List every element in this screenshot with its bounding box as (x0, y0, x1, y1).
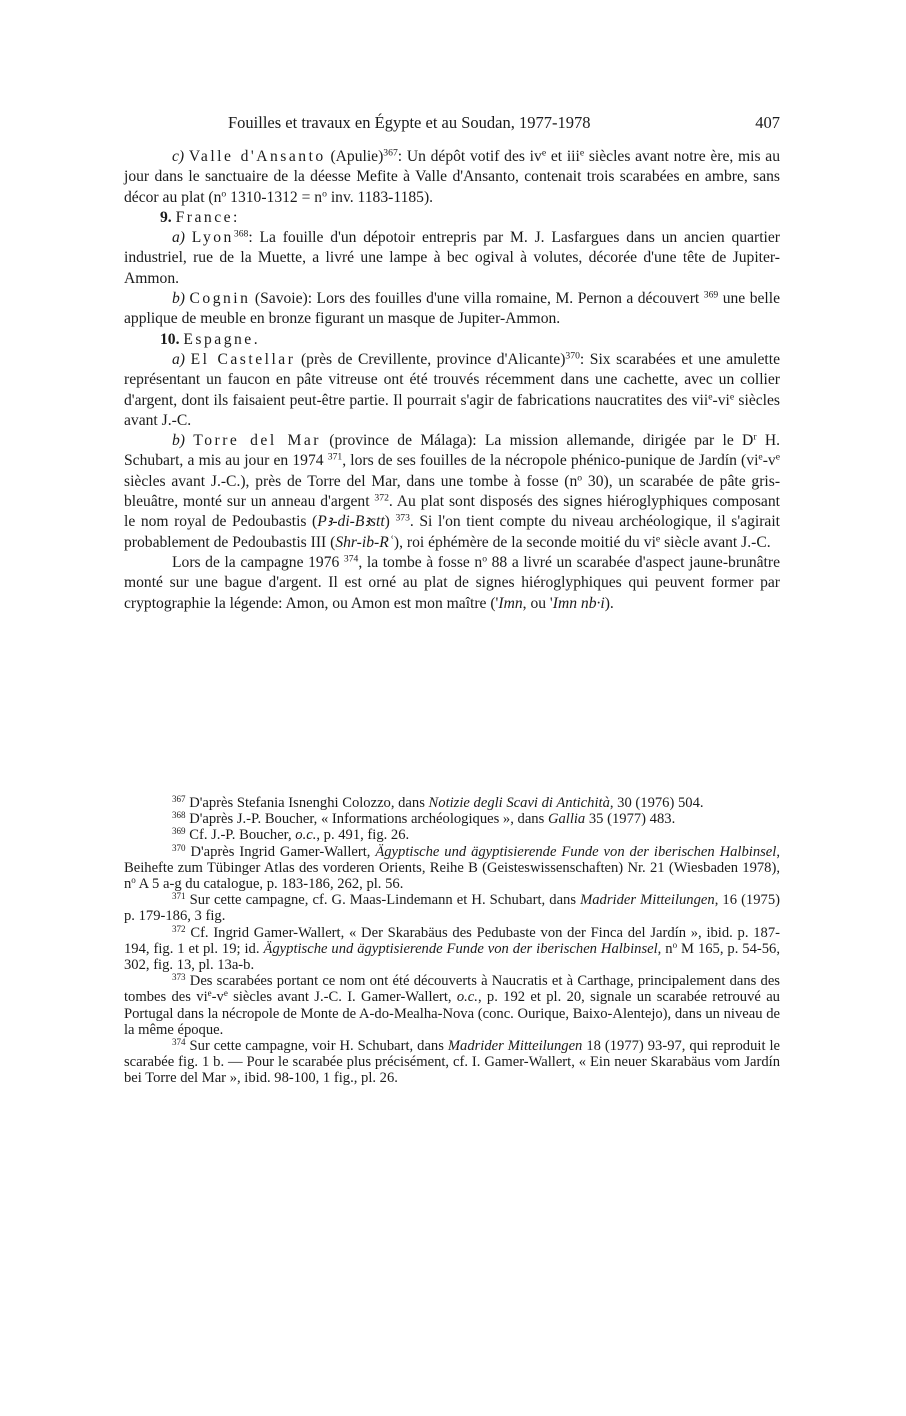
footnote-ref[interactable]: 370 (565, 350, 580, 362)
footnote-371: $^{371}$ Sur cette campagne, cf. G. Maas-Lindemann et H. Schubart, dans Madrider Mitteilungen, 16 (1975) p. 179-186, 3 fig. (124, 891, 780, 925)
running-title: Fouilles et travaux en Égypte et au Soudan, 1977-1978 (228, 113, 591, 132)
paragraph-campagne-1976: Lors de la campagne 1976 $^{374}$, la tombe à fosse $n^o$ 88 a livré un scarabée d'aspect jaune-brunâtre monté sur une bague d'argent. Il est orné au plat de signes hiéroglyphiques qui peuvent former par cryptographie la légende: Amon, ou Amon est mon maître ('Imn, ou 'Imn nb·i). (124, 553, 780, 612)
main-text (124, 147, 780, 614)
paragraph-cognin: b) Cognin (Savoie): Lors des fouilles d'une villa romaine, M. Pernon a découvert $^{369}$ une belle applique de meuble en bronze figurant un masque de Jupiter-Ammon. (124, 289, 781, 328)
paragraph-el-castellar: a) El Castellar (près de Crevillente, province d'Alicante)$^{370}$: Six scarabées et une amulette représentant un faucon en pâte vitreuse ont été trouvés récemment dans une cachette, avec un collier d'argent, dont ils faisaient peut-être partie. Il pourrait s'agir de fabrications naucratites des $vii^e-vi^e$ siècles avant J.-C. (124, 350, 780, 429)
footnote-number: 367 (172, 794, 186, 805)
footnote-number: 373 (172, 972, 186, 983)
footnote-ref[interactable]: 372 (374, 492, 389, 504)
item-letter: a) (172, 229, 185, 247)
place-name: Cognin (189, 290, 251, 308)
item-letter: b) (172, 432, 185, 450)
section-heading-france: 9. France: (160, 208, 240, 226)
footnote-373: $^{373}$ Des scarabées portant ce nom ont été découverts à Naucratis et à Carthage, principalement dans des tombes des $vi^e-v^e$ siècles avant J.-C. I. Gamer-Wallert, o.c., p. 192 et pl. 20, signale un scarabée retrouvé au Portugal dans la nécropole de Monte de A-do-Mealha-Nova (conc. Ourique, Baixo-Alentejo), dans un niveau de la même époque. (124, 972, 780, 1038)
footnote-number: 372 (172, 923, 186, 934)
footnote-ref[interactable]: 373 (395, 513, 410, 525)
footnote-number: 369 (172, 826, 186, 837)
paragraph-lyon: a) Lyon$^{368}$: La fouille d'un dépotoir entrepris par M. J. Lasfargues dans un ancien quartier industriel, rue de la Muette, a livré une lampe à bec ogival à volutes, décorée d'une tête de Jupiter-Ammon. (124, 228, 780, 287)
footnote-ref[interactable]: 369 (703, 289, 719, 301)
footnote-372: $^{372}$ Cf. Ingrid Gamer-Wallert, « Der Skarabäus des Pedubaste von der Finca del Jardín », ibid. p. 187-194, fig. 1 et pl. 19; id. Ägyptische und ägyptisierende Funde von der iberischen Halbinsel, $n^o$ M 165, p. 54-56, 302, fig. 13, pl. 13a-b. (124, 923, 781, 974)
footnote-number: 370 (172, 842, 186, 853)
running-header (180, 113, 780, 137)
place-name: Lyon (191, 229, 234, 247)
footnote-368: $^{368}$ D'après J.-P. Boucher, « Informations archéologiques », dans Gallia 35 (1977) 483. (172, 810, 676, 828)
footnote-370: $^{370}$ D'après Ingrid Gamer-Wallert, Ägyptische und ägyptisierende Funde von der iberischen Halbinsel, Beihefte zum Tübinger Atlas des vorderen Orients, Reihe B (Geisteswissenschaften) Nr. 21 (Wiesbaden 1978), $n^o$ A 5 a-g du catalogue, p. 183-186, 262, pl. 56. (124, 842, 780, 893)
place-name: El Castellar (190, 350, 296, 368)
section-heading-espagne: 10. Espagne. (160, 330, 261, 348)
footnote-number: 374 (172, 1037, 186, 1048)
footnotes (124, 795, 780, 1087)
footnote-ref[interactable]: 368 (233, 228, 249, 240)
footnote-ref[interactable]: 374 (343, 553, 359, 565)
page-number: 407 (755, 113, 780, 132)
place-name: Torre del Mar (193, 432, 321, 450)
footnote-ref[interactable]: 367 (383, 147, 398, 159)
item-letter: c) (172, 148, 185, 165)
place-name: Valle d'Ansanto (188, 148, 326, 165)
paragraph-valle-dansanto: c) Valle d'Ansanto (Apulie)$^{367}$: Un dépôt votif des $iv^e$ et iii$^e$ siècles avant notre ère, mis au jour dans le sanctuaire de la déesse Mefite à Valle d'Ansanto, contenait trois scarabées en ambre, sans décor au plat ($n^o$ $1310-1312 = n^o$ inv. 1183-1185). (124, 147, 781, 206)
footnote-367: $^{367}$ D'après Stefania Isnenghi Colozzo, dans Notizie degli Scavi di Antichità, 30 (1976) 504. (172, 794, 704, 811)
item-letter: a) (172, 350, 185, 368)
footnote-number: 371 (172, 891, 186, 902)
footnote-374: $^{374}$ Sur cette campagne, voir H. Schubart, dans Madrider Mitteilungen 18 (1977) 93-97, qui reproduit le scarabée fig. 1 b. — Pour le scarabée plus précisément, cf. I. Gamer-Wallert, « Ein neuer Skarabäus vom Jardín bei Torre del Mar », ibid. 98-100, 1 fig., pl. 26. (124, 1037, 781, 1087)
footnote-ref[interactable]: 371 (327, 452, 343, 464)
paragraph-torre-del-mar: b) Torre del Mar (province de Málaga): La mission allemande, dirigée par le $D^r$ H. Schubart, a mis au jour en 1974 $^{371}$, lors de ses fouilles de la nécropole phénico-punique de Jardín ($vi^e-v^e$ siècles avant J.-C.), près de Torre del Mar, dans une tombe à fosse ($n^o$ 30), un scarabée de pâte gris-bleuâtre, monté sur un anneau d'argent $^{372}$. Au plat sont disposés des signes hiéroglyphiques composant le nom royal de Pedoubastis (Pꜣ-di-Bꜣstt) $^{373}$. Si l'on tient compte du niveau archéologique, il s'agirait probablement de Pedoubastis III (Shr-ib-Rʿ), roi éphémère de la seconde moitié du $vi^e$ siècle avant J.-C. (124, 431, 781, 551)
item-letter: b) (172, 290, 185, 308)
footnote-369: $^{369}$ Cf. J.-P. Boucher, o.c., p. 491, fig. 26. (172, 826, 410, 844)
footnote-number: 368 (172, 810, 186, 821)
